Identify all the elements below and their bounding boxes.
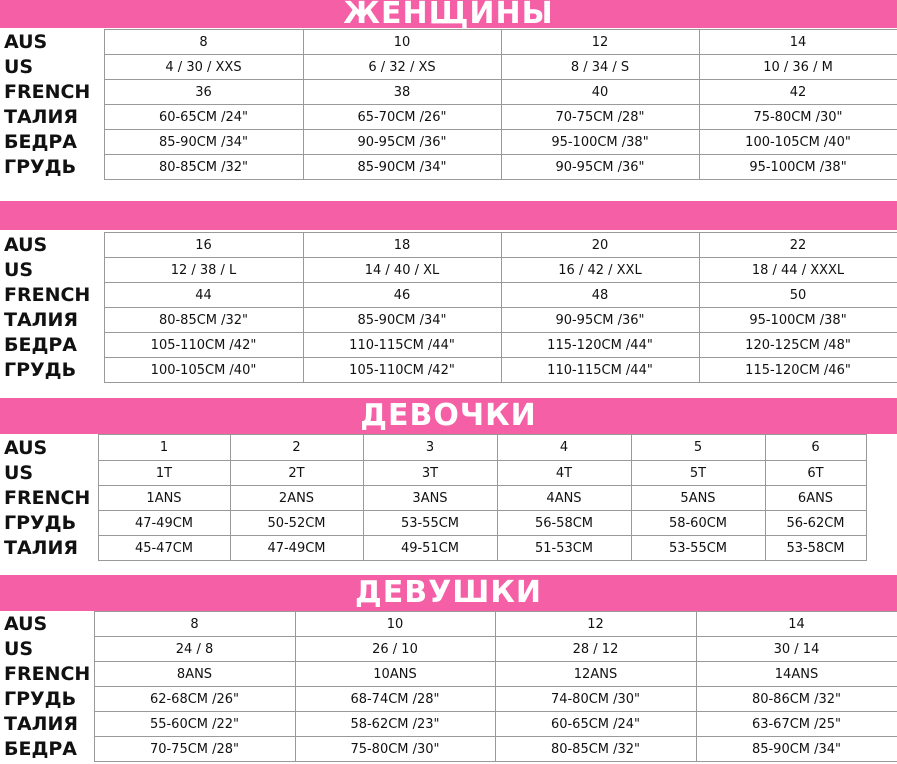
section-banner-girls (0, 398, 897, 434)
section-banner-teens (0, 575, 897, 611)
table-row (0, 258, 897, 283)
table-cell: 1 (98, 435, 230, 461)
table-cell: 10ANS (295, 662, 495, 687)
table-cell: 49-51CM (363, 536, 497, 561)
table-cell: 8 / 34 / S (501, 55, 699, 80)
row-label: ГРУДЬ (4, 512, 77, 534)
table-cell: 53-58CM (765, 536, 866, 561)
table-cell: 14 (699, 30, 897, 55)
table-cell: 105-110CM /42" (303, 358, 501, 383)
table-cell: 5ANS (631, 486, 765, 511)
table-cell: 80-85CM /32" (104, 308, 303, 333)
row-label: US (4, 462, 34, 484)
table-cell: 62-68CM /26" (94, 687, 295, 712)
table-cell: 70-75CM /28" (94, 737, 295, 762)
table-cell: 3T (363, 461, 497, 486)
row-label: БЕДРА (4, 131, 78, 153)
table-cell: 55-60CM /22" (94, 712, 295, 737)
row-label: ТАЛИЯ (4, 309, 78, 331)
table-row (0, 283, 897, 308)
table-cell: 90-95CM /36" (501, 155, 699, 180)
table-cell: 100-105CM /40" (104, 358, 303, 383)
table-cell: 12 / 38 / L (104, 258, 303, 283)
section-title-girls: ДЕВОЧКИ (360, 397, 537, 433)
row-label: FRENCH (4, 487, 91, 509)
table-cell: 110-115CM /44" (501, 358, 699, 383)
table-row (0, 155, 897, 180)
table-row (0, 712, 897, 737)
table-cell: 42 (699, 80, 897, 105)
table-cell: 12 (501, 30, 699, 55)
table-cell: 14 / 40 / XL (303, 258, 501, 283)
table-row (0, 308, 897, 333)
table-cell: 45-47CM (98, 536, 230, 561)
table-row (0, 511, 866, 536)
table-cell: 85-90CM /34" (104, 130, 303, 155)
table-cell: 6 (765, 435, 866, 461)
table-row (0, 130, 897, 155)
table-row (0, 687, 897, 712)
row-label: AUS (4, 613, 48, 635)
table-cell: 80-85CM /32" (495, 737, 696, 762)
table-cell: 16 (104, 233, 303, 258)
table-row (0, 233, 897, 258)
row-label: ГРУДЬ (4, 359, 77, 381)
table-cell: 60-65CM /24" (495, 712, 696, 737)
row-label: US (4, 259, 34, 281)
section-title-teens: ДЕВУШКИ (355, 574, 542, 610)
table-cell: 10 / 36 / M (699, 55, 897, 80)
table-cell: 36 (104, 80, 303, 105)
size-table-women (0, 29, 897, 180)
table-cell: 5 (631, 435, 765, 461)
table-cell: 53-55CM (363, 511, 497, 536)
table-cell: 8ANS (94, 662, 295, 687)
table-cell: 53-55CM (631, 536, 765, 561)
table-cell: 44 (104, 283, 303, 308)
table-row (0, 30, 897, 55)
table-cell: 2T (230, 461, 363, 486)
table-cell: 2ANS (230, 486, 363, 511)
table-cell: 1T (98, 461, 230, 486)
table-cell: 46 (303, 283, 501, 308)
table-cell: 80-85CM /32" (104, 155, 303, 180)
table-cell: 3 (363, 435, 497, 461)
table-cell: 74-80CM /30" (495, 687, 696, 712)
table-cell: 30 / 14 (696, 637, 897, 662)
table-cell: 47-49CM (98, 511, 230, 536)
row-label: БЕДРА (4, 334, 78, 356)
table-cell: 8 (94, 612, 295, 637)
row-label: ГРУДЬ (4, 688, 77, 710)
table-cell: 80-86CM /32" (696, 687, 897, 712)
row-label: ТАЛИЯ (4, 537, 78, 559)
section-title-women: ЖЕНЩИНЫ (343, 0, 554, 31)
table-cell: 2 (230, 435, 363, 461)
table-row (0, 536, 866, 561)
table-cell: 1ANS (98, 486, 230, 511)
table-cell: 50-52CM (230, 511, 363, 536)
table-cell: 4T (497, 461, 631, 486)
table-row (0, 637, 897, 662)
table-cell: 14ANS (696, 662, 897, 687)
table-cell: 115-120CM /44" (501, 333, 699, 358)
row-label: FRENCH (4, 663, 91, 685)
row-label: AUS (4, 436, 48, 459)
table-cell: 6ANS (765, 486, 866, 511)
table-cell: 95-100CM /38" (501, 130, 699, 155)
table-cell: 24 / 8 (94, 637, 295, 662)
table-cell: 120-125CM /48" (699, 333, 897, 358)
table-row (0, 105, 897, 130)
row-label: FRENCH (4, 284, 91, 306)
table-cell: 20 (501, 233, 699, 258)
size-table-teens (0, 611, 897, 762)
table-row (0, 737, 897, 762)
table-cell: 70-75CM /28" (501, 105, 699, 130)
table-cell: 63-67CM /25" (696, 712, 897, 737)
table-cell: 18 / 44 / XXXL (699, 258, 897, 283)
table-cell: 48 (501, 283, 699, 308)
row-label: AUS (4, 234, 48, 256)
table-cell: 60-65CM /24" (104, 105, 303, 130)
row-label: FRENCH (4, 81, 91, 103)
row-label: ТАЛИЯ (4, 713, 78, 735)
table-cell: 90-95CM /36" (501, 308, 699, 333)
table-cell: 90-95CM /36" (303, 130, 501, 155)
table-row (0, 333, 897, 358)
size-table-women-plus (0, 232, 897, 383)
table-cell: 12ANS (495, 662, 696, 687)
table-row (0, 358, 897, 383)
table-cell: 16 / 42 / XXL (501, 258, 699, 283)
table-row (0, 55, 897, 80)
table-cell: 58-62CM /23" (295, 712, 495, 737)
table-cell: 26 / 10 (295, 637, 495, 662)
table-row (0, 486, 866, 511)
table-cell: 56-58CM (497, 511, 631, 536)
table-cell: 85-90CM /34" (303, 155, 501, 180)
table-cell: 95-100CM /38" (699, 155, 897, 180)
table-cell: 4 / 30 / XXS (104, 55, 303, 80)
table-cell: 10 (303, 30, 501, 55)
row-label: US (4, 638, 34, 660)
row-label: US (4, 56, 34, 78)
table-cell: 12 (495, 612, 696, 637)
table-row (0, 461, 866, 486)
table-cell: 50 (699, 283, 897, 308)
table-cell: 6T (765, 461, 866, 486)
size-table-girls (0, 434, 867, 561)
table-cell: 75-80CM /30" (295, 737, 495, 762)
table-cell: 100-105CM /40" (699, 130, 897, 155)
table-row (0, 662, 897, 687)
row-label: AUS (4, 31, 48, 53)
table-cell: 105-110CM /42" (104, 333, 303, 358)
table-cell: 4 (497, 435, 631, 461)
row-label: ГРУДЬ (4, 156, 77, 178)
table-cell: 115-120CM /46" (699, 358, 897, 383)
table-cell: 95-100CM /38" (699, 308, 897, 333)
table-cell: 110-115CM /44" (303, 333, 501, 358)
table-cell: 14 (696, 612, 897, 637)
section-banner-women (0, 0, 897, 31)
table-cell: 85-90CM /34" (696, 737, 897, 762)
table-cell: 3ANS (363, 486, 497, 511)
table-cell: 68-74CM /28" (295, 687, 495, 712)
table-cell: 38 (303, 80, 501, 105)
table-cell: 5T (631, 461, 765, 486)
table-cell: 75-80CM /30" (699, 105, 897, 130)
table-cell: 22 (699, 233, 897, 258)
table-cell: 8 (104, 30, 303, 55)
table-cell: 4ANS (497, 486, 631, 511)
table-cell: 18 (303, 233, 501, 258)
row-label: БЕДРА (4, 738, 78, 760)
table-row (0, 435, 866, 461)
section-banner-women-plus (0, 201, 897, 230)
table-cell: 10 (295, 612, 495, 637)
row-label: ТАЛИЯ (4, 106, 78, 128)
table-cell: 56-62CM (765, 511, 866, 536)
table-cell: 6 / 32 / XS (303, 55, 501, 80)
table-cell: 65-70CM /26" (303, 105, 501, 130)
table-cell: 58-60CM (631, 511, 765, 536)
table-cell: 47-49CM (230, 536, 363, 561)
table-row (0, 80, 897, 105)
table-cell: 40 (501, 80, 699, 105)
table-cell: 51-53CM (497, 536, 631, 561)
table-cell: 85-90CM /34" (303, 308, 501, 333)
table-row (0, 612, 897, 637)
table-cell: 28 / 12 (495, 637, 696, 662)
